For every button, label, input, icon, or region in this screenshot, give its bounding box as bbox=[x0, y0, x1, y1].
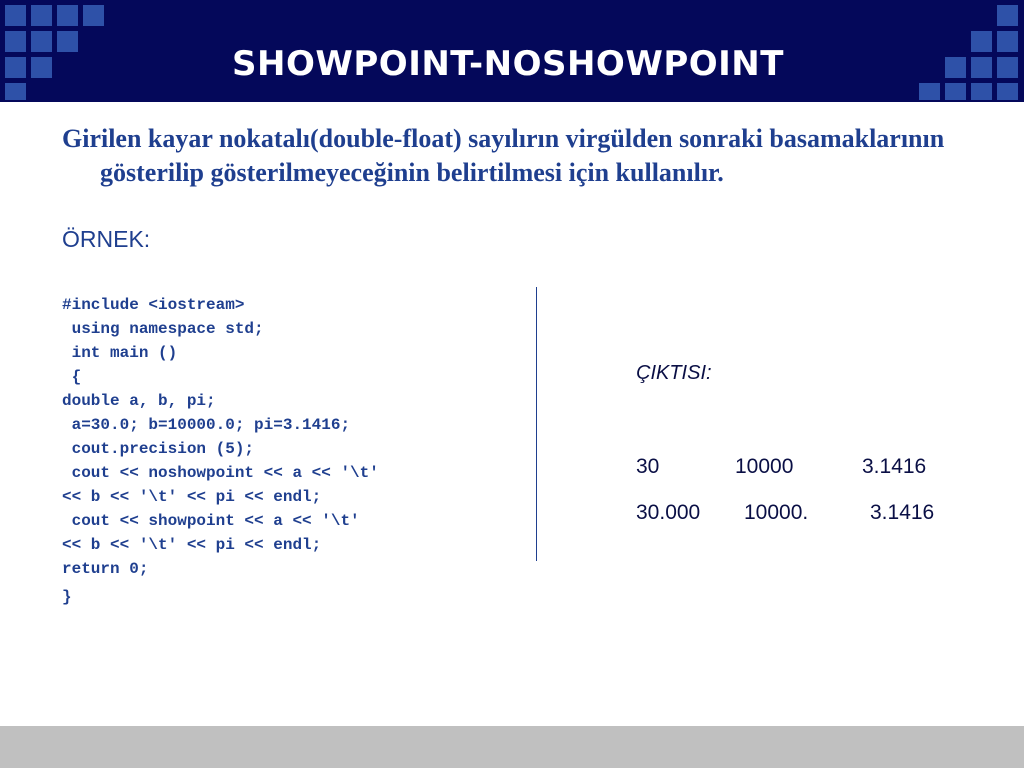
code-line: << b << '\t' << pi << endl; bbox=[62, 488, 322, 506]
decor-square bbox=[5, 83, 26, 100]
divider-line bbox=[536, 287, 537, 561]
slide-title: SHOWPOINT-NOSHOWPOINT bbox=[232, 44, 784, 84]
output-value: 30 bbox=[636, 455, 660, 478]
code-line: using namespace std; bbox=[62, 320, 264, 338]
decor-square bbox=[57, 5, 78, 26]
decor-square bbox=[83, 5, 104, 26]
decor-square bbox=[971, 83, 992, 100]
footer-bar bbox=[0, 726, 1024, 768]
output-value: 10000. bbox=[744, 501, 809, 524]
decor-square bbox=[919, 83, 940, 100]
decor-square bbox=[997, 83, 1018, 100]
code-line: return 0; bbox=[62, 560, 149, 578]
output-label: ÇIKTISI: bbox=[636, 362, 712, 384]
code-line: cout.precision (5); bbox=[62, 440, 255, 458]
decor-square bbox=[945, 83, 966, 100]
output-value: 30.000 bbox=[636, 501, 701, 524]
description-text: Girilen kayar nokatalı(double-float) sayılırın virgülden sonraki basamaklarının gösterilip gösterilmeyeceğinin belirtilmesi için kullanılır. bbox=[62, 124, 945, 187]
code-line: { bbox=[62, 368, 82, 386]
code-line: cout << showpoint << a << '\t' bbox=[62, 512, 360, 530]
output-value: 3.1416 bbox=[870, 501, 935, 524]
code-line: } bbox=[62, 588, 72, 606]
code-block bbox=[62, 293, 379, 609]
title-bar bbox=[0, 0, 1024, 102]
code-line: cout << noshowpoint << a << '\t' bbox=[62, 464, 379, 482]
decor-square bbox=[31, 5, 52, 26]
code-line: a=30.0; b=10000.0; pi=3.1416; bbox=[62, 416, 351, 434]
code-line: #include <iostream> bbox=[62, 296, 245, 314]
code-line: << b << '\t' << pi << endl; bbox=[62, 536, 322, 554]
code-line: double a, b, pi; bbox=[62, 392, 216, 410]
output-value: 3.1416 bbox=[862, 455, 927, 478]
example-label: ÖRNEK: bbox=[62, 226, 151, 252]
decor-square bbox=[5, 5, 26, 26]
code-line: int main () bbox=[62, 344, 178, 362]
output-value: 10000 bbox=[735, 455, 794, 478]
decor-square bbox=[997, 5, 1018, 26]
